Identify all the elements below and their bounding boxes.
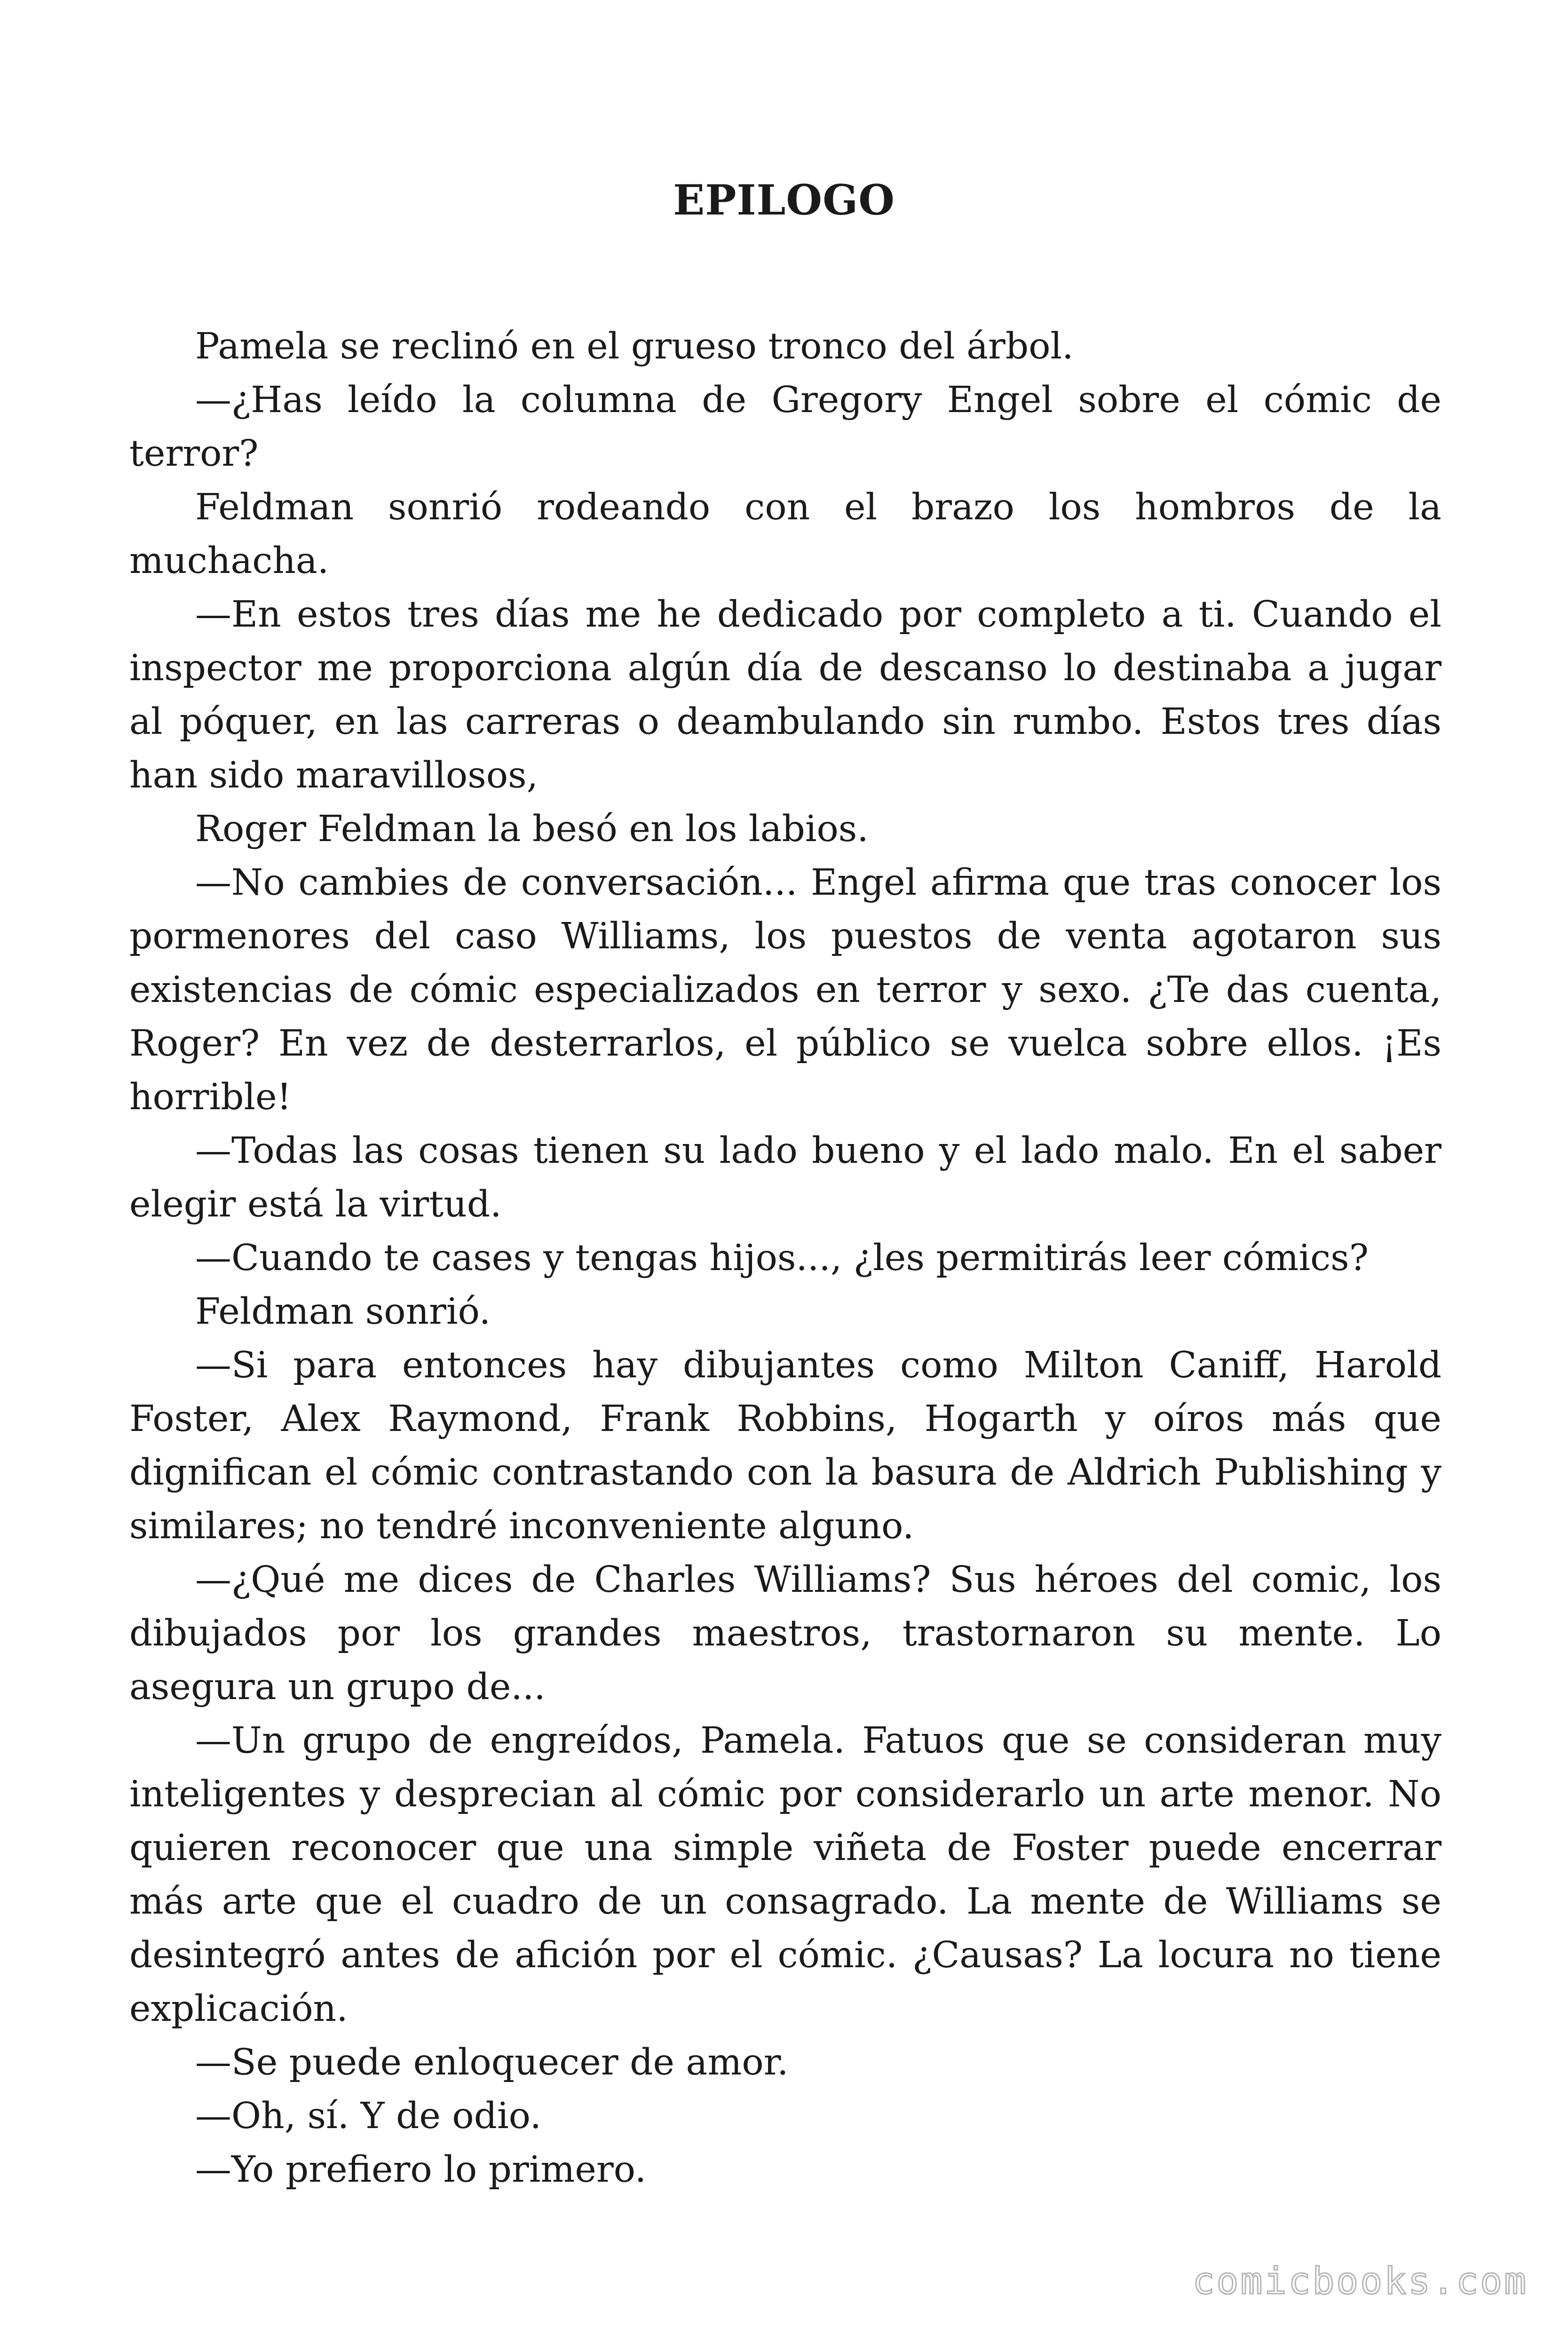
- paragraph: —Se puede enloquecer de amor.: [195, 2042, 789, 2083]
- paragraph: —No cambies de conversación... Engel afirma que tras conocer los pormenores del caso Williams, los puestos de venta agotaron sus existencias de cómic especializados en terror y sexo. ¿Te das cuenta, Roger? En vez de desterrarlos, el público se vuelca sobre ellos. ¡Es horrible!: [129, 862, 1441, 1118]
- paragraph: Feldman sonrió rodeando con el brazo los hombros de la muchacha.: [129, 486, 1441, 582]
- paragraph: Pamela se reclinó en el grueso tronco del árbol.: [195, 326, 1074, 367]
- paragraph: Roger Feldman la besó en los labios.: [195, 808, 869, 850]
- paragraph: —Si para entonces hay dibujantes como Milton Caniff, Harold Foster, Alex Raymond, Frank Robbins, Hogarth y oíros más que dignifican el cómic contrastando con la basura de Aldrich Publishing y similares; no tendré inconveniente alguno.: [129, 1344, 1441, 1547]
- paragraph: —Cuando te cases y tengas hijos..., ¿les permitirás leer cómics?: [195, 1237, 1369, 1279]
- paragraph: Feldman sonrió.: [195, 1291, 491, 1333]
- body-text: [129, 320, 1441, 2197]
- paragraph: —Todas las cosas tienen su lado bueno y el lado malo. En el saber elegir está la virtud.: [129, 1130, 1441, 1225]
- paragraph: —Yo prefiero lo primero.: [195, 2149, 647, 2191]
- paragraph: —¿Qué me dices de Charles Williams? Sus héroes del comic, los dibujados por los grandes maestros, trastornaron su mente. Lo asegura un grupo de...: [129, 1559, 1441, 1708]
- paragraph: —Un grupo de engreídos, Pamela. Fatuos que se consideran muy inteligentes y desprecian al cómic por considerarlo un arte menor. No quieren reconocer que una simple viñeta de Foster puede encerrar más arte que el cuadro de un consagrado. La mente de Williams se desintegró antes de afición por el cómic. ¿Causas? La locura no tiene explicación.: [129, 1720, 1441, 2030]
- chapter-title: EPILOGO: [673, 175, 895, 224]
- paragraph: —¿Has leído la columna de Gregory Engel sobre el cómic de terror?: [129, 379, 1441, 475]
- paragraph: —En estos tres días me he dedicado por completo a ti. Cuando el inspector me proporciona algún día de descanso lo destinaba a jugar al póquer, en las carreras o deambulando sin rumbo. Estos tres días han sido maravillosos,: [129, 594, 1441, 796]
- paragraph: —Oh, sí. Y de odio.: [195, 2095, 542, 2137]
- watermark: comicbooks.com: [1192, 2260, 1528, 2303]
